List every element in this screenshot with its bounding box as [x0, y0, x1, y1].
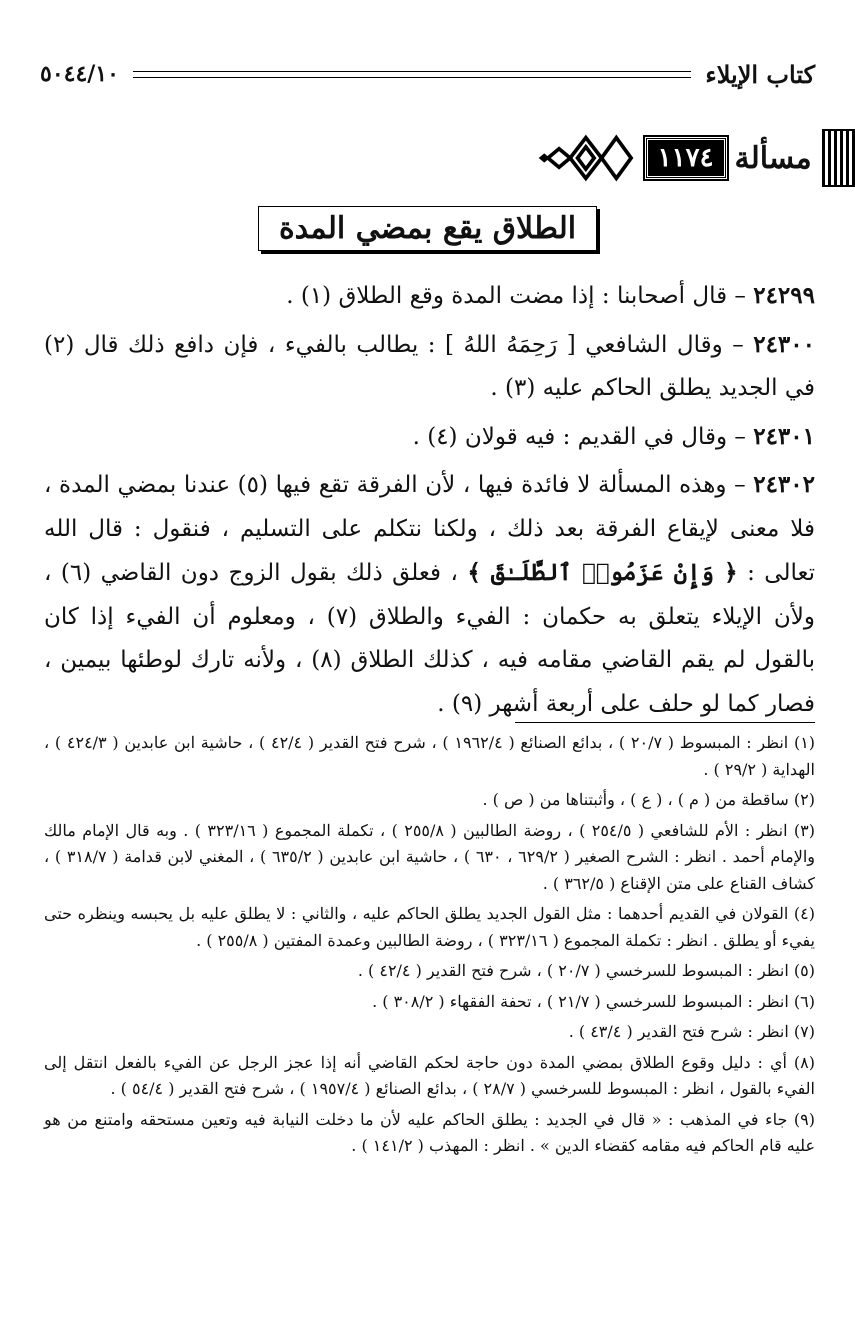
paragraph-number: ٢٤٣٠٠ [753, 330, 815, 358]
ornament-icon [535, 128, 637, 188]
paragraph [44, 274, 815, 319]
paragraph-text: – وهذه المسألة لا فائدة فيها ، لأن الفرقة تقع فيها (٥) عندنا بمضي المدة ، فلا معنى لإيقاع الفرقة بعد ذلك ، ولكنا نتكلم على التسليم ، فنقول : قال الله تعالى : [44, 472, 815, 586]
footnote: (٤) القولان في القديم أحدهما : مثل القول الجديد يطلق الحاكم عليه ، والثاني : لا يطلق عليه بل يحبسه وينظره حتى يفيء أو يطلق . انظر : تكملة المجموع ( ٣٢٣/١٦ ) ، روضة الطالبين وعمدة المفتين ( ٢٥٥/٨ ) . [44, 904, 815, 950]
footnote: (٧) انظر : شرح فتح القدير ( ٤٣/٤ ) . [568, 1022, 815, 1041]
issue-title [0, 206, 855, 251]
running-header [40, 58, 815, 90]
footnote-separator [515, 722, 815, 723]
running-header-rule [133, 71, 691, 78]
issue-label: مسألة [734, 140, 812, 176]
paragraph-text: – وقال في القديم : فيه قولان (٤) . [412, 423, 754, 450]
footnote: (٨) أي : دليل وقوع الطلاق بمضي المدة دون حاجة لحكم القاضي أنه إذا عجز الرجل عن الفيء بالفعل انتقل إلى الفيء بالقول ، انظر : المبسوط للسرخسي ( ٢٨/٧ ) ، بدائع الصنائع ( ١٩٥٧/٤ ) ، شرح فتح القدير ( ٥٤/٤ ) . [44, 1052, 816, 1098]
paragraph-number: ٢٤٢٩٩ [753, 282, 815, 309]
paragraph-text: – وقال الشافعي [ رَحِمَهُ اللهُ ] : يطالب بالفيء ، فإن دافع ذلك قال (٢) في الجديد يطلق الحاكم عليه (٣) . [44, 331, 815, 401]
running-header-book-title: كتاب الإيلاء [705, 59, 815, 89]
footnotes [44, 730, 815, 1164]
paragraph [44, 415, 815, 460]
quran-quote: ﴿ وَإِنْ عَزَمُوا۟ ٱلطَّلَـٰقَ ﴾ [467, 559, 738, 586]
footnote: (٦) انظر : المبسوط للسرخسي ( ٢١/٧ ) ، تحفة الفقهاء ( ٣٠٨/٢ ) . [372, 991, 815, 1011]
footnote: (١) انظر : المبسوط ( ٢٠/٧ ) ، بدائع الصنائع ( ١٩٦٢/٤ ) ، شرح فتح القدير ( ٤٢/٤ ) ، حاشية ابن عابدين ( ٤٢٤/٣ ) ، الهداية ( ٢٩/٢ ) . [44, 733, 816, 779]
banner-bars-decoration [822, 129, 855, 187]
paragraph-text: – قال أصحابنا : إذا مضت المدة وقع الطلاق (١) . [286, 283, 754, 309]
issue-title-text: الطلاق يقع بمضي المدة [258, 206, 597, 251]
issue-number-badge: ١١٧٤ [645, 137, 727, 179]
paragraph-number: ٢٤٣٠١ [753, 422, 815, 450]
main-text [44, 274, 815, 730]
paragraph [44, 463, 815, 726]
issue-banner [535, 126, 855, 190]
footnote: (٣) انظر : الأم للشافعي ( ٢٥٤/٥ ) ، روضة الطالبين ( ٢٥٥/٨ ) ، تكملة المجموع ( ٣٢٣/١٦ ) . وبه قال الإمام مالك والإمام أحمد . انظر : الشرح الصغير ( ٦٢٩/٢ ، ٦٣٠ ) ، حاشية ابن عابدين ( ٦٣٥/٢ ) ، المغني لابن قدامة ( ٣١٨/٧ ) ، كشاف القناع على متن الإقناع ( ٣٦٢/٥ ) . [44, 820, 816, 893]
footnote: (٥) انظر : المبسوط للسرخسي ( ٢٠/٧ ) ، شرح فتح القدير ( ٤٢/٤ ) . [357, 961, 815, 980]
paragraph [44, 323, 815, 411]
paragraph-text-continued: ، فعلق ذلك بقول الزوج دون القاضي (٦) ، ولأن الإيلاء يتعلق به حكمان : الفيء والطلاق (٧) ، ومعلوم أن الفيء إذا كان بالقول لم يقم القاضي مقامه فيه ، كذلك الطلاق (٨) ، ولأنه تارك لوطئها بيمين ، فصار كما لو حلف على أربعة أشهر (٩) . [44, 560, 815, 717]
footnote: (٢) ساقطة من ( م ) ، ( ع ) ، وأثبتناها من ( ص ) . [482, 790, 815, 809]
footnote: (٩) جاء في المذهب : « قال في الجديد : يطلق الحاكم عليه لأن ما دخلت النيابة فيه وتعين مستحقه وامتنع من هو عليه قام الحاكم فيه مقامه كقضاء الدين » . انظر : المهذب ( ١٤١/٢ ) . [44, 1109, 816, 1155]
paragraph-number: ٢٤٣٠٢ [753, 471, 815, 498]
running-header-page-ref: ٥٠٤٤/١٠ [40, 61, 119, 87]
